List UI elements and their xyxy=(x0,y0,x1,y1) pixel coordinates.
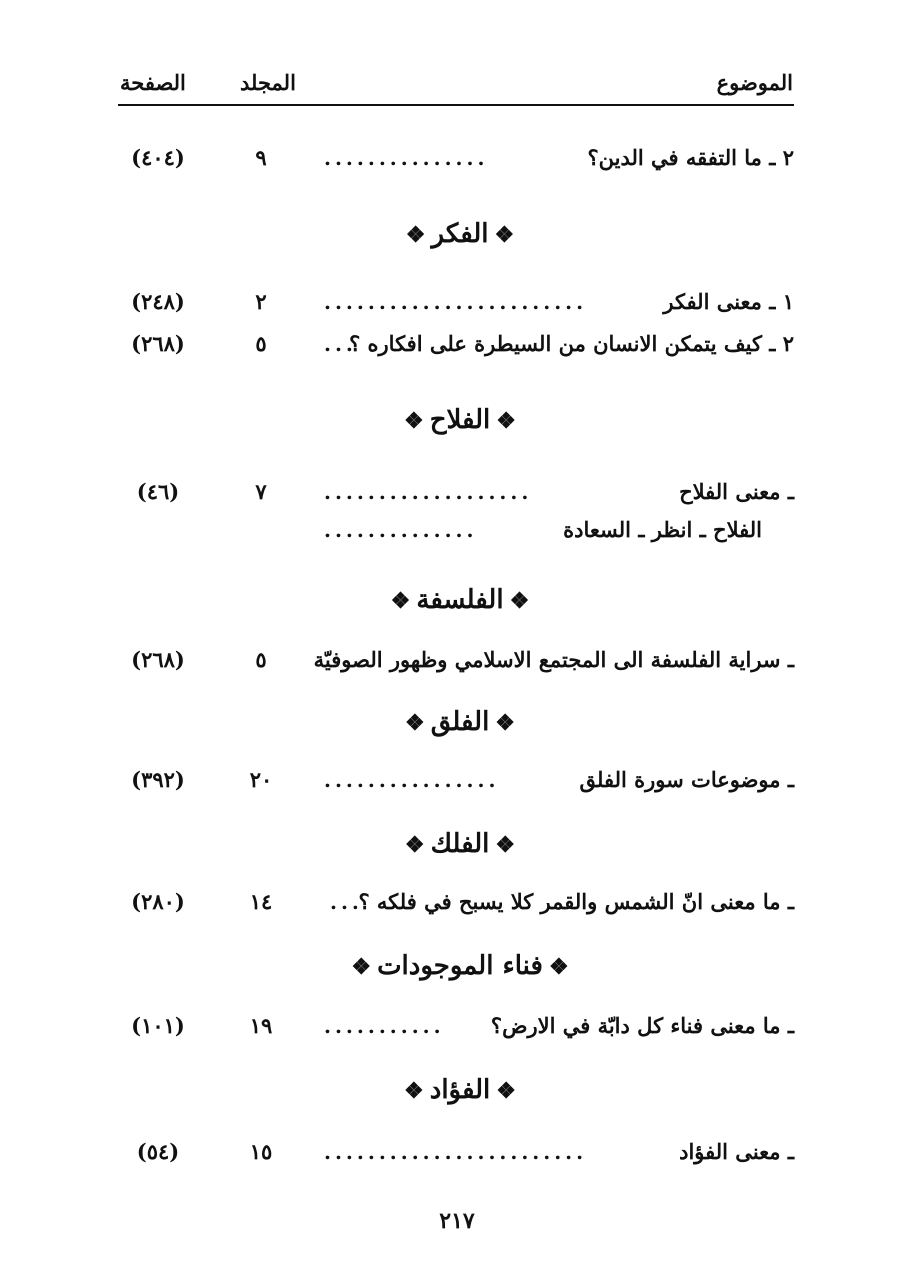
ornament-icon: ❖ xyxy=(495,710,516,736)
section-title: الفؤاد xyxy=(429,1075,491,1105)
ornament-icon: ❖ xyxy=(351,954,372,980)
ornament-icon: ❖ xyxy=(494,222,515,248)
entry-page: (٢٦٨) xyxy=(131,647,185,672)
ornament-icon: ❖ xyxy=(548,954,569,980)
entry-volume: ١٥ xyxy=(249,1139,273,1164)
entry-volume: ١٩ xyxy=(249,1013,273,1038)
page-number: ٢١٧ xyxy=(439,1208,475,1234)
entry-volume: ١٤ xyxy=(249,889,273,914)
entry-volume: ٩ xyxy=(255,145,267,170)
entry-topic: ـ ما معنى انّ الشمس والقمر كلا يسبح في فلكه ؟ xyxy=(358,889,794,914)
section-heading xyxy=(300,212,620,257)
ornament-icon: ❖ xyxy=(390,588,411,614)
entry-dot-leader: ................ xyxy=(324,768,500,792)
index-entry xyxy=(118,284,794,320)
section-title: الفلك xyxy=(430,829,490,859)
entry-volume: ٢ xyxy=(255,289,267,314)
section-heading xyxy=(300,398,620,443)
ornament-icon: ❖ xyxy=(405,222,426,248)
entry-topic: ـ سراية الفلسفة الى المجتمع الاسلامي وظهور الصوفيّة xyxy=(313,647,794,672)
ornament-icon: ❖ xyxy=(496,408,517,434)
entry-dot-leader: ................... xyxy=(324,480,533,504)
entry-page: (٢٨٠) xyxy=(131,889,185,914)
section-heading xyxy=(300,1068,620,1113)
ornament-icon: ❖ xyxy=(403,408,424,434)
entry-dot-leader: .............. xyxy=(324,518,478,542)
section-heading xyxy=(300,700,620,745)
index-entry xyxy=(118,140,794,176)
column-header-topic: الموضوع xyxy=(716,70,793,95)
index-entry xyxy=(118,474,794,510)
section-title: الفلسفة xyxy=(416,585,504,615)
column-header-volume: المجلد xyxy=(240,70,296,95)
entry-page: (٢٤٨) xyxy=(131,289,185,314)
index-entry xyxy=(118,1008,794,1044)
column-header-page: الصفحة xyxy=(120,70,186,95)
section-title: الفلق xyxy=(430,707,490,737)
entry-dot-leader: ... xyxy=(324,332,357,356)
ornament-icon: ❖ xyxy=(404,710,425,736)
entry-dot-leader: ... xyxy=(330,890,363,914)
entry-volume: ٢٠ xyxy=(249,767,273,792)
entry-page: (٥٤) xyxy=(136,1139,180,1164)
ornament-icon: ❖ xyxy=(404,832,425,858)
entry-dot-leader: ........................ xyxy=(324,290,588,314)
entry-dot-leader: ............... xyxy=(324,146,489,170)
entry-volume: ٥ xyxy=(255,647,267,672)
entry-topic: ـ موضوعات سورة الفلق xyxy=(579,767,794,792)
entry-page: (٤٠٤) xyxy=(131,145,185,170)
section-heading xyxy=(300,578,620,623)
header-divider xyxy=(118,104,794,106)
entry-dot-leader: ........... xyxy=(324,1014,445,1038)
entry-topic: الفلاح ـ انظر ـ السعادة xyxy=(563,517,762,542)
index-entry xyxy=(118,884,794,920)
entry-topic: ٢ ـ ما التفقه في الدين؟ xyxy=(587,145,794,170)
ornament-icon: ❖ xyxy=(509,588,530,614)
section-heading xyxy=(300,944,620,989)
entry-topic: ـ ما معنى فناء كل دابّة في الارض؟ xyxy=(490,1013,794,1038)
entry-page: (٢٦٨) xyxy=(131,331,185,356)
entry-topic: ٢ ـ كيف يتمكن الانسان من السيطرة على افكاره ؟ xyxy=(349,331,794,356)
entry-volume: ٥ xyxy=(255,331,267,356)
section-title: الفلاح xyxy=(429,405,491,435)
entry-volume: ٧ xyxy=(255,479,267,504)
entry-dot-leader: ........................ xyxy=(324,1140,588,1164)
section-title: الفكر xyxy=(431,219,489,249)
index-entry xyxy=(118,1134,794,1170)
ornament-icon: ❖ xyxy=(496,1078,516,1104)
entry-topic: ـ معنى الفؤاد xyxy=(679,1139,794,1164)
entry-page: (١٠١) xyxy=(131,1013,185,1038)
index-entry xyxy=(118,326,794,362)
section-title: فناء الموجودات xyxy=(377,951,543,981)
entry-page: (٤٦) xyxy=(136,479,180,504)
entry-topic: ١ ـ معنى الفكر xyxy=(663,289,794,314)
entry-topic: ـ معنى الفلاح xyxy=(679,479,794,504)
index-entry xyxy=(118,642,794,678)
ornament-icon: ❖ xyxy=(495,832,516,858)
ornament-icon: ❖ xyxy=(404,1078,424,1104)
index-entry xyxy=(118,762,794,798)
index-entry xyxy=(118,512,794,548)
entry-page: (٣٩٢) xyxy=(131,767,185,792)
section-heading xyxy=(300,822,620,867)
